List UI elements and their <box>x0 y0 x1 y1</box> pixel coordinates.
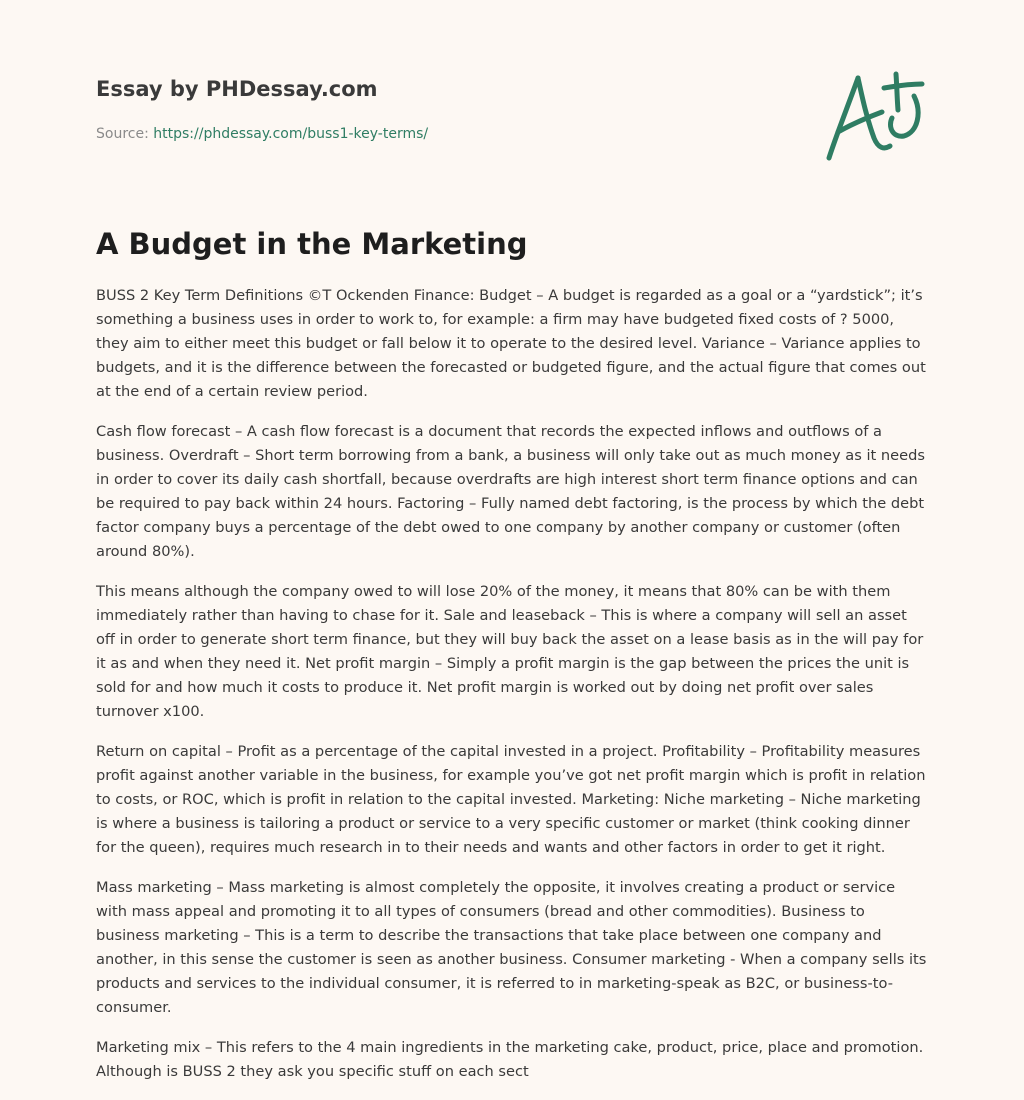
site-brand: Essay by PHDessay.com <box>96 77 378 101</box>
paragraph: Return on capital – Profit as a percentage of the capital invested in a project. Profitability – Profitability measures profit against another variable in the business, for example you’ve got net profit margin which is profit in relation to costs, or ROC, which is profit in relation to the capital invested. Marketing: Niche marketing – Niche marketing is where a business is tailoring a product or service to a very specific customer or market (think cooking dinner for the queen), requires much research in to their needs and wants and other factors in order to get it right. <box>96 743 926 856</box>
paragraph: BUSS 2 Key Term Definitions ©T Ockenden Finance: Budget – A budget is regarded as a goal or a “yardstick”; it’s something a business uses in order to work to, for example: a firm may have budgeted fixed costs of ? 5000, they aim to either meet this budget or fall below it to operate to the desired level. Variance – Variance applies to budgets, and it is the difference between the forecasted or budgeted figure, and the actual figure that comes out at the end of a certain review period. <box>96 287 926 400</box>
paragraph: Marketing mix – This refers to the 4 main ingredients in the marketing cake, product, price, place and promotion. Although is BUSS 2 they ask you specific stuff on each sect <box>96 1039 924 1080</box>
page-header <box>96 70 656 144</box>
a-plus-logo-icon <box>818 66 930 166</box>
paragraph: Cash flow forecast – A cash flow forecast is a document that records the expected inflows and outflows of a business. Overdraft – Short term borrowing from a bank, a business will only take out as much money as it needs in order to cover its daily cash shortfall, because overdrafts are high interest short term finance options and can be required to pay back within 24 hours. Factoring – Fully named debt factoring, is the process by which the debt factor company buys a percentage of the debt owed to one company by another company or customer (often around 80%). <box>96 423 925 560</box>
paragraph: This means although the company owed to will lose 20% of the money, it means that 80% can be with them immediately rather than having to chase for it. Sale and leaseback – This is where a company will sell an asset off in order to generate short term finance, but they will buy back the asset on a lease basis as in the will pay for it as and when they need it. Net profit margin – Simply a profit margin is the gap between the prices the unit is sold for and how much it costs to produce it. Net profit margin is worked out by doing net profit over sales turnover x100. <box>96 583 924 720</box>
source-label: Source: <box>96 126 154 142</box>
paragraph: Mass marketing – Mass marketing is almost completely the opposite, it involves creating a product or service with mass appeal and promoting it to all types of consumers (bread and other commodities). Business to business marketing – This is a term to describe the transactions that take place between one company and another, in this sense the customer is seen as another business. Consumer marketing - When a company sells its products and services to the individual consumer, it is referred to in marketing-speak as B2C, or business-to-consumer. <box>96 879 927 1016</box>
source-line <box>96 124 656 144</box>
essay-body <box>96 284 930 1100</box>
source-link[interactable]: https://phdessay.com/buss1-key-terms/ <box>153 126 429 142</box>
essay-title: A Budget in the Marketing <box>96 227 528 261</box>
